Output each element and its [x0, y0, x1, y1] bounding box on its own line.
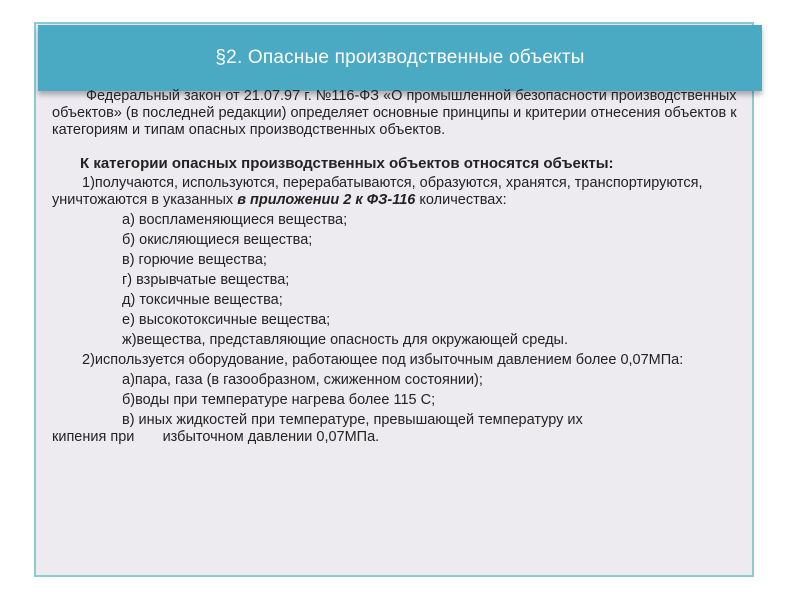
subitem-1c: в) горючие вещества;	[122, 252, 267, 268]
subitem-1d: г) взрывчатые вещества;	[122, 272, 290, 288]
slide-title: §2. Опасные производственные объекты	[215, 47, 585, 68]
subitem-2c	[52, 412, 742, 429]
subitem-1a: а) воспламеняющиеся вещества;	[122, 212, 348, 228]
item-1-text-before: 1)получаются, используются, перерабатываются, образуются, хранятся, транспортируются, уничтожаются в указанных	[52, 175, 703, 208]
subitem-1f: е) высокотоксичные вещества;	[122, 312, 331, 328]
subitem-2b: б)воды при температуре нагрева более 115 С;	[122, 392, 436, 408]
category-heading: К категории опасных производственных объектов относятся объекты:	[80, 155, 614, 172]
item-1-emphasis: в приложении 2 к ФЗ-116	[237, 192, 416, 208]
subitem-2a: а)пара, газа (в газообразном, сжиженном состоянии);	[122, 372, 483, 388]
subitem-2c-start: в) иных жидкостей при температуре, превышающей температуру их	[122, 412, 583, 428]
slide-content	[52, 88, 742, 446]
intro-paragraph: Федеральный закон от 21.07.97 г. №116-ФЗ «О промышленной безопасности производственных объектов» (в последней редакции) определяет основные принципы и критерии отнесения объектов к категориям и типам опасных производственных объектов.	[52, 88, 737, 138]
title-bar	[38, 25, 762, 91]
subitem-1e: д) токсичные вещества;	[122, 292, 283, 308]
subitem-1b: б) окисляющиеся вещества;	[122, 232, 313, 248]
item-1	[52, 175, 742, 209]
item-2: 2)используется оборудование, работающее под избыточным давлением более 0,07МПа:	[82, 352, 684, 368]
item-1-text-after: количествах:	[415, 192, 507, 208]
subitem-2c-continuation: кипения при избыточном давлении 0,07МПа.	[52, 429, 380, 445]
subitem-1g: ж)вещества, представляющие опасность для окружающей среды.	[122, 332, 568, 348]
